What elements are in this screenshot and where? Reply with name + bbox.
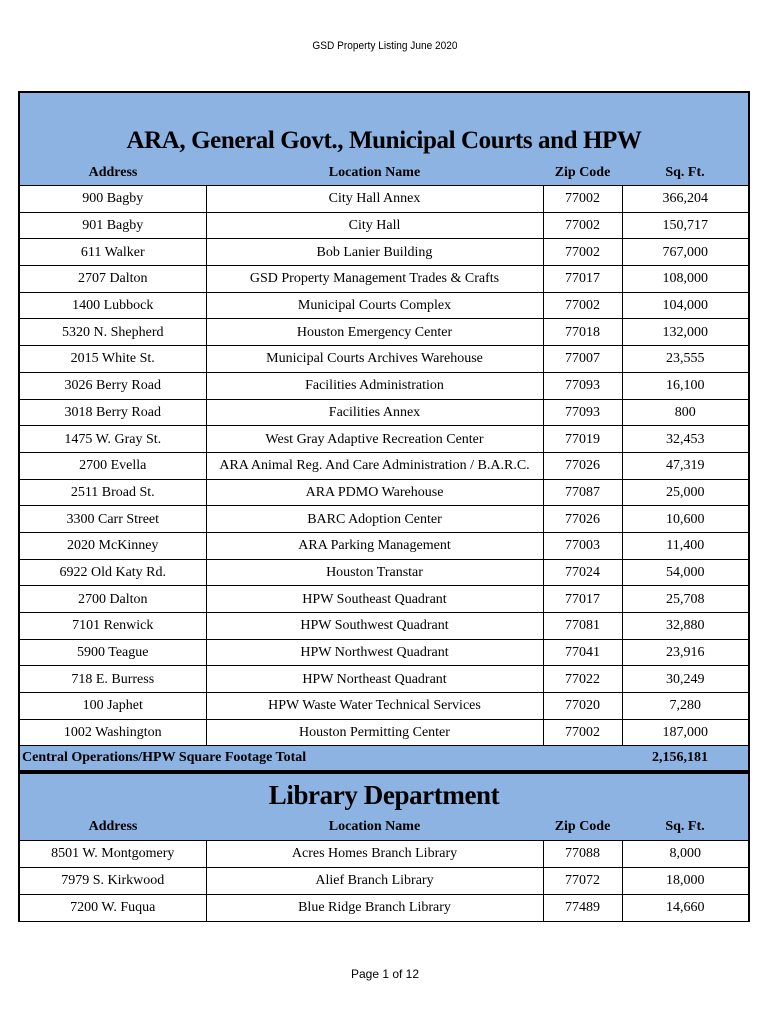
- column-header-sq-ft: Sq. Ft.: [622, 161, 748, 186]
- cell-location-name: West Gray Adaptive Recreation Center: [206, 426, 543, 453]
- table-row: [20, 239, 748, 266]
- cell-location-name: Acres Homes Branch Library: [206, 841, 543, 868]
- cell-zip-code: 77018: [543, 319, 622, 346]
- cell-sq-ft: 14,660: [622, 895, 748, 922]
- cell-location-name: ARA Animal Reg. And Care Administration / B.A.R.C.: [206, 452, 543, 479]
- cell-sq-ft: 7,280: [622, 693, 748, 720]
- table-row: [20, 266, 748, 293]
- cell-sq-ft: 23,916: [622, 639, 748, 666]
- cell-sq-ft: 767,000: [622, 239, 748, 266]
- cell-location-name: HPW Waste Water Technical Services: [206, 693, 543, 720]
- library-table: [20, 814, 748, 922]
- cell-address: 1400 Lubbock: [20, 292, 206, 319]
- cell-zip-code: 77026: [543, 452, 622, 479]
- cell-address: 718 E. Burress: [20, 666, 206, 693]
- cell-address: 100 Japhet: [20, 693, 206, 720]
- cell-location-name: City Hall: [206, 212, 543, 239]
- cell-sq-ft: 132,000: [622, 319, 748, 346]
- cell-sq-ft: 25,708: [622, 586, 748, 613]
- cell-address: 6922 Old Katy Rd.: [20, 559, 206, 586]
- cell-address: 7979 S. Kirkwood: [20, 868, 206, 895]
- cell-address: 2020 McKinney: [20, 532, 206, 559]
- cell-sq-ft: 366,204: [622, 186, 748, 213]
- cell-location-name: ARA PDMO Warehouse: [206, 479, 543, 506]
- cell-zip-code: 77087: [543, 479, 622, 506]
- table-row: [20, 693, 748, 720]
- cell-sq-ft: 150,717: [622, 212, 748, 239]
- table-row: [20, 639, 748, 666]
- cell-address: 2700 Evella: [20, 452, 206, 479]
- cell-location-name: HPW Southwest Quadrant: [206, 613, 543, 640]
- cell-zip-code: 77002: [543, 212, 622, 239]
- total-label: Central Operations/HPW Square Footage Total: [22, 750, 307, 766]
- library-section-title: Library Department: [268, 780, 500, 811]
- table-row: [20, 666, 748, 693]
- table-row: [20, 532, 748, 559]
- cell-zip-code: 77002: [543, 719, 622, 746]
- cell-zip-code: 77007: [543, 346, 622, 373]
- cell-location-name: HPW Southeast Quadrant: [206, 586, 543, 613]
- cell-address: 2511 Broad St.: [20, 479, 206, 506]
- cell-location-name: HPW Northwest Quadrant: [206, 639, 543, 666]
- cell-address: 3026 Berry Road: [20, 372, 206, 399]
- page-footer: Page 1 of 12: [350, 967, 420, 981]
- cell-location-name: Alief Branch Library: [206, 868, 543, 895]
- cell-sq-ft: 10,600: [622, 506, 748, 533]
- cell-address: 2015 White St.: [20, 346, 206, 373]
- cell-zip-code: 77489: [543, 895, 622, 922]
- cell-address: 611 Walker: [20, 239, 206, 266]
- cell-sq-ft: 16,100: [622, 372, 748, 399]
- cell-location-name: Houston Emergency Center: [206, 319, 543, 346]
- cell-sq-ft: 8,000: [622, 841, 748, 868]
- table-row: [20, 506, 748, 533]
- cell-address: 5900 Teague: [20, 639, 206, 666]
- cell-zip-code: 77002: [543, 239, 622, 266]
- table-row: [20, 292, 748, 319]
- cell-zip-code: 77024: [543, 559, 622, 586]
- table-row: [20, 719, 748, 746]
- cell-sq-ft: 11,400: [622, 532, 748, 559]
- cell-location-name: HPW Northeast Quadrant: [206, 666, 543, 693]
- cell-zip-code: 77003: [543, 532, 622, 559]
- cell-zip-code: 77002: [543, 292, 622, 319]
- cell-address: 901 Bagby: [20, 212, 206, 239]
- table-row: [20, 452, 748, 479]
- cell-address: 3300 Carr Street: [20, 506, 206, 533]
- table-row: [20, 372, 748, 399]
- property-table: [20, 161, 748, 746]
- table-row: [20, 479, 748, 506]
- cell-location-name: Houston Permitting Center: [206, 719, 543, 746]
- cell-address: 2707 Dalton: [20, 266, 206, 293]
- cell-sq-ft: 800: [622, 399, 748, 426]
- table-header-row: [20, 161, 748, 186]
- cell-zip-code: 77088: [543, 841, 622, 868]
- cell-sq-ft: 32,453: [622, 426, 748, 453]
- cell-location-name: Municipal Courts Archives Warehouse: [206, 346, 543, 373]
- library-header-row: [20, 814, 748, 841]
- column-header-location-name: Location Name: [206, 814, 543, 841]
- cell-address: 1002 Washington: [20, 719, 206, 746]
- cell-address: 2700 Dalton: [20, 586, 206, 613]
- cell-location-name: Facilities Annex: [206, 399, 543, 426]
- cell-address: 1475 W. Gray St.: [20, 426, 206, 453]
- cell-location-name: GSD Property Management Trades & Crafts: [206, 266, 543, 293]
- cell-sq-ft: 30,249: [622, 666, 748, 693]
- cell-address: 8501 W. Montgomery: [20, 841, 206, 868]
- cell-address: 7101 Renwick: [20, 613, 206, 640]
- table-row: [20, 319, 748, 346]
- cell-zip-code: 77081: [543, 613, 622, 640]
- cell-address: 7200 W. Fuqua: [20, 895, 206, 922]
- library-title-band: [20, 772, 748, 814]
- cell-location-name: Houston Transtar: [206, 559, 543, 586]
- table-row: [20, 212, 748, 239]
- cell-location-name: Bob Lanier Building: [206, 239, 543, 266]
- section-title: ARA, General Govt., Municipal Courts and HPW: [126, 127, 642, 154]
- cell-sq-ft: 32,880: [622, 613, 748, 640]
- cell-zip-code: 77022: [543, 666, 622, 693]
- cell-zip-code: 77017: [543, 266, 622, 293]
- cell-location-name: BARC Adoption Center: [206, 506, 543, 533]
- cell-zip-code: 77093: [543, 372, 622, 399]
- column-header-address: Address: [20, 161, 206, 186]
- total-value: 2,156,181: [652, 750, 708, 766]
- library-table-body: [20, 841, 748, 922]
- table-row: [20, 346, 748, 373]
- table-row: [20, 586, 748, 613]
- table-row: [20, 841, 748, 868]
- cell-location-name: Facilities Administration: [206, 372, 543, 399]
- column-header-zip-code: Zip Code: [543, 161, 622, 186]
- cell-location-name: City Hall Annex: [206, 186, 543, 213]
- cell-zip-code: 77072: [543, 868, 622, 895]
- table-row: [20, 613, 748, 640]
- property-listing-sheet: [18, 91, 750, 922]
- cell-location-name: Blue Ridge Branch Library: [206, 895, 543, 922]
- cell-address: 5320 N. Shepherd: [20, 319, 206, 346]
- table-row: [20, 868, 748, 895]
- page-header: GSD Property Listing June 2020: [312, 40, 458, 52]
- total-row: [20, 746, 748, 772]
- cell-sq-ft: 54,000: [622, 559, 748, 586]
- column-header-sq-ft: Sq. Ft.: [622, 814, 748, 841]
- table-row: [20, 559, 748, 586]
- cell-zip-code: 77093: [543, 399, 622, 426]
- cell-address: 900 Bagby: [20, 186, 206, 213]
- cell-sq-ft: 25,000: [622, 479, 748, 506]
- cell-location-name: ARA Parking Management: [206, 532, 543, 559]
- table-row: [20, 186, 748, 213]
- cell-sq-ft: 47,319: [622, 452, 748, 479]
- cell-sq-ft: 187,000: [622, 719, 748, 746]
- section-title-band: [20, 91, 748, 161]
- cell-sq-ft: 23,555: [622, 346, 748, 373]
- cell-address: 3018 Berry Road: [20, 399, 206, 426]
- cell-zip-code: 77026: [543, 506, 622, 533]
- table-row: [20, 895, 748, 922]
- cell-sq-ft: 108,000: [622, 266, 748, 293]
- table-row: [20, 426, 748, 453]
- table-row: [20, 399, 748, 426]
- cell-zip-code: 77041: [543, 639, 622, 666]
- cell-zip-code: 77017: [543, 586, 622, 613]
- column-header-location-name: Location Name: [206, 161, 543, 186]
- cell-location-name: Municipal Courts Complex: [206, 292, 543, 319]
- cell-zip-code: 77002: [543, 186, 622, 213]
- table-body: [20, 186, 748, 746]
- cell-sq-ft: 18,000: [622, 868, 748, 895]
- cell-zip-code: 77019: [543, 426, 622, 453]
- column-header-zip-code: Zip Code: [543, 814, 622, 841]
- cell-sq-ft: 104,000: [622, 292, 748, 319]
- cell-zip-code: 77020: [543, 693, 622, 720]
- column-header-address: Address: [20, 814, 206, 841]
